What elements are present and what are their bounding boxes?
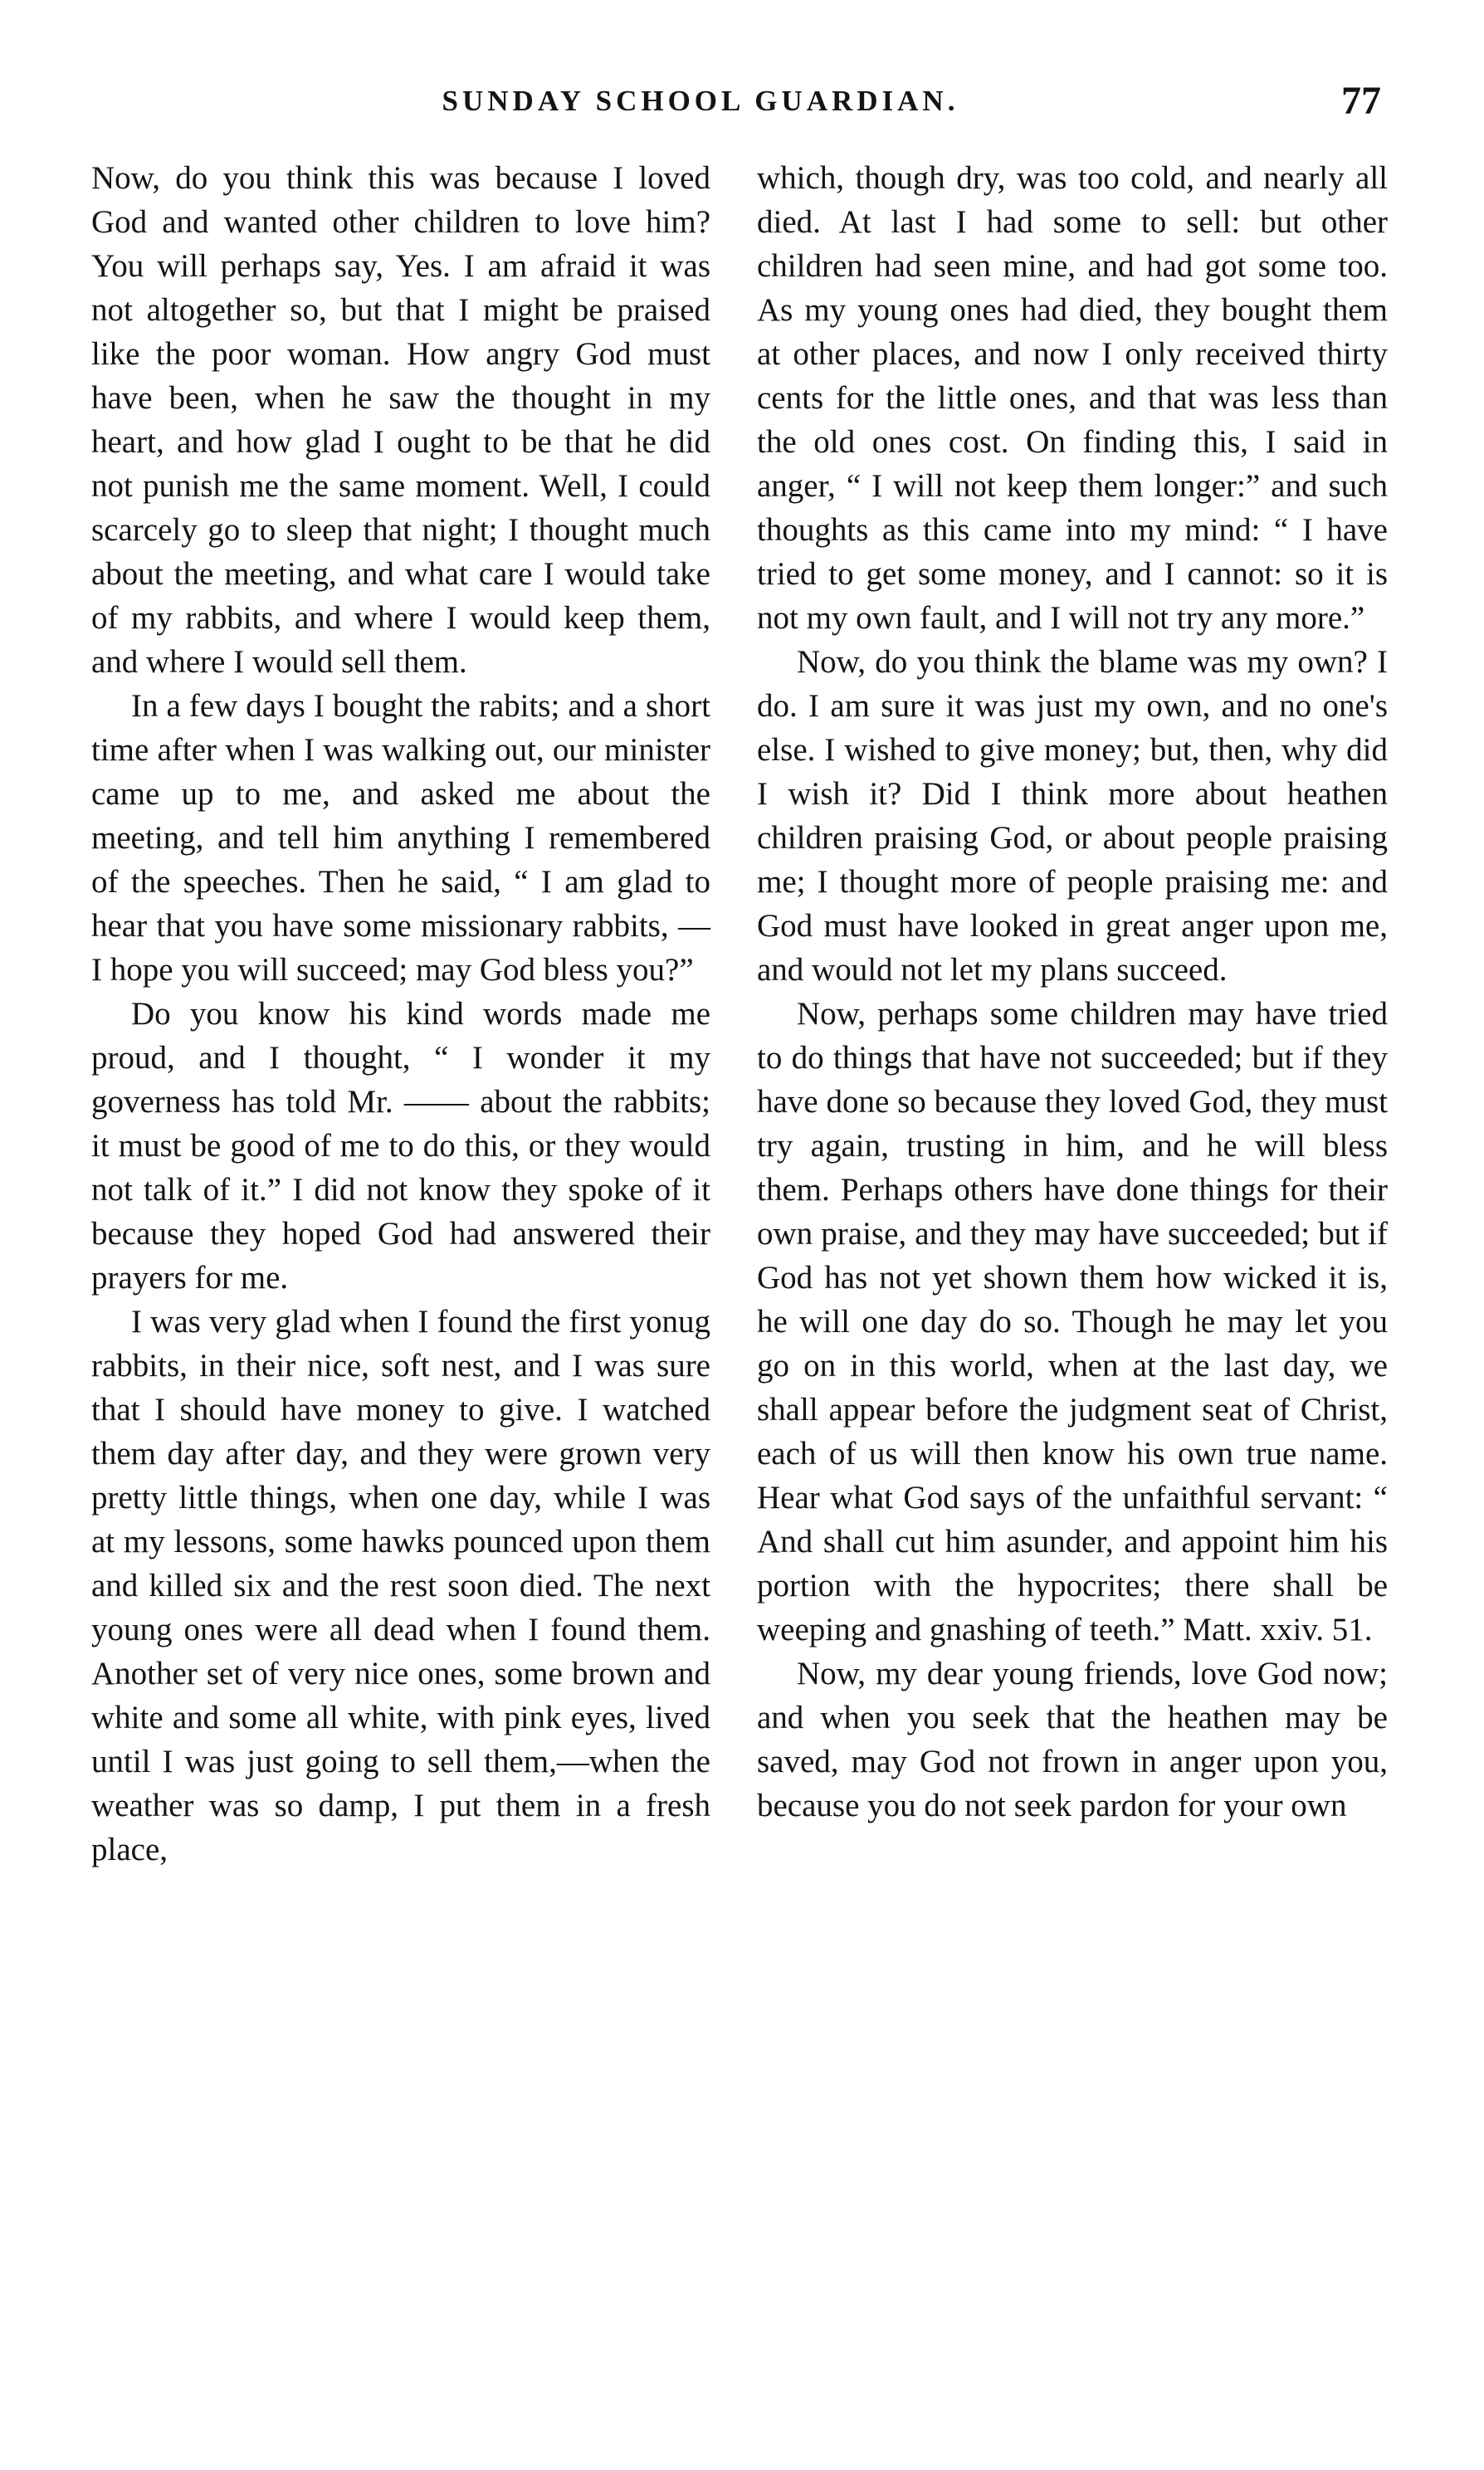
paragraph: I was very glad when I found the first yonug rabbits, in their nice, soft nest, and I was sure that I should have money to give. I watched them day after day, and they were grown very pretty little things, when one day, while I was at my lessons, some hawks pounced upon them and killed six and the rest soon died. The next young ones were all dead when I found them. Another set of very nice ones, some brown and white and some all white, with pink eyes, lived until I was just going to sell them,—when the weather was so damp, I put them in a fresh place, xyxy=(91,1304,710,1867)
page-header xyxy=(83,81,1401,128)
paragraph: Now, do you think this was because I loved God and wanted other children to love him? You will perhaps say, Yes. I am afraid it was not altogether so, but that I might be praised like the poor woman. How angry God must have been, when he saw the thought in my heart, and how glad I ought to be that he did not punish me the same moment. Well, I could scarcely go to sleep that night; I thought much about the meeting, and what care I would take of my rabbits, and where I would keep them, and where I would sell them. xyxy=(91,160,710,680)
paragraph: In a few days I bought the rabits; and a short time after when I was walking out, our minister came up to me, and asked me about the meeting, and tell him anything I remembered of the speeches. Then he said, “ I am glad to hear that you have some missionary rabbits, —I hope you will succeed; may God bless you?” xyxy=(91,688,710,988)
page-number: 77 xyxy=(1341,79,1381,123)
paragraph: Do you know his kind words made me proud, and I thought, “ I wonder it my governess has told Mr. —— about the rabbits; it must be good of me to do this, or they would not talk of it.” I did not know they spoke of it because they hoped God had answered their prayers for me. xyxy=(91,996,710,1296)
paragraph: Now, my dear young friends, love God now; and when you seek that the heathen may be saved, may God not frown in anger upon you, because you do not seek pardon for your own xyxy=(757,1656,1388,1823)
right-column xyxy=(757,156,1388,1828)
paragraph: Now, do you think the blame was my own? I do. I am sure it was just my own, and no one's else. I wished to give money; but, then, why did I wish it? Did I think more about heathen children praising God, or about people praising me; I thought more of people praising me: and God must have looked in great anger upon me, and would not let my plans succeed. xyxy=(757,644,1388,988)
paragraph: which, though dry, was too cold, and nearly all died. At last I had some to sell: but other children had seen mine, and had got some too. As my young ones had died, they bought them at other places, and now I only received thirty cents for the little ones, and that was less than the old ones cost. On finding this, I said in anger, “ I will not keep them longer:” and such thoughts as this came into my mind: “ I have tried to get some money, and I cannot: so it is not my own fault, and I will not try any more.” xyxy=(757,160,1388,636)
running-title: SUNDAY SCHOOL GUARDIAN. xyxy=(442,85,959,117)
left-column xyxy=(91,156,710,1872)
paragraph: Now, perhaps some children may have tried to do things that have not succeeded; but if they have done so because they loved God, they must try again, trusting in him, and he will bless them. Perhaps others have done things for their own praise, and they may have succeeded; but if God has not yet shown them how wicked it is, he will one day do so. Though he may let you go on in this world, when at the last day, we shall appear before the judgment seat of Christ, each of us will then know his own true name. Hear what God says of the unfaithful servant: “ And shall cut him asunder, and appoint him his portion with the hypocrites; there shall be weeping and gnashing of teeth.” Matt. xxiv. 51. xyxy=(757,996,1388,1647)
